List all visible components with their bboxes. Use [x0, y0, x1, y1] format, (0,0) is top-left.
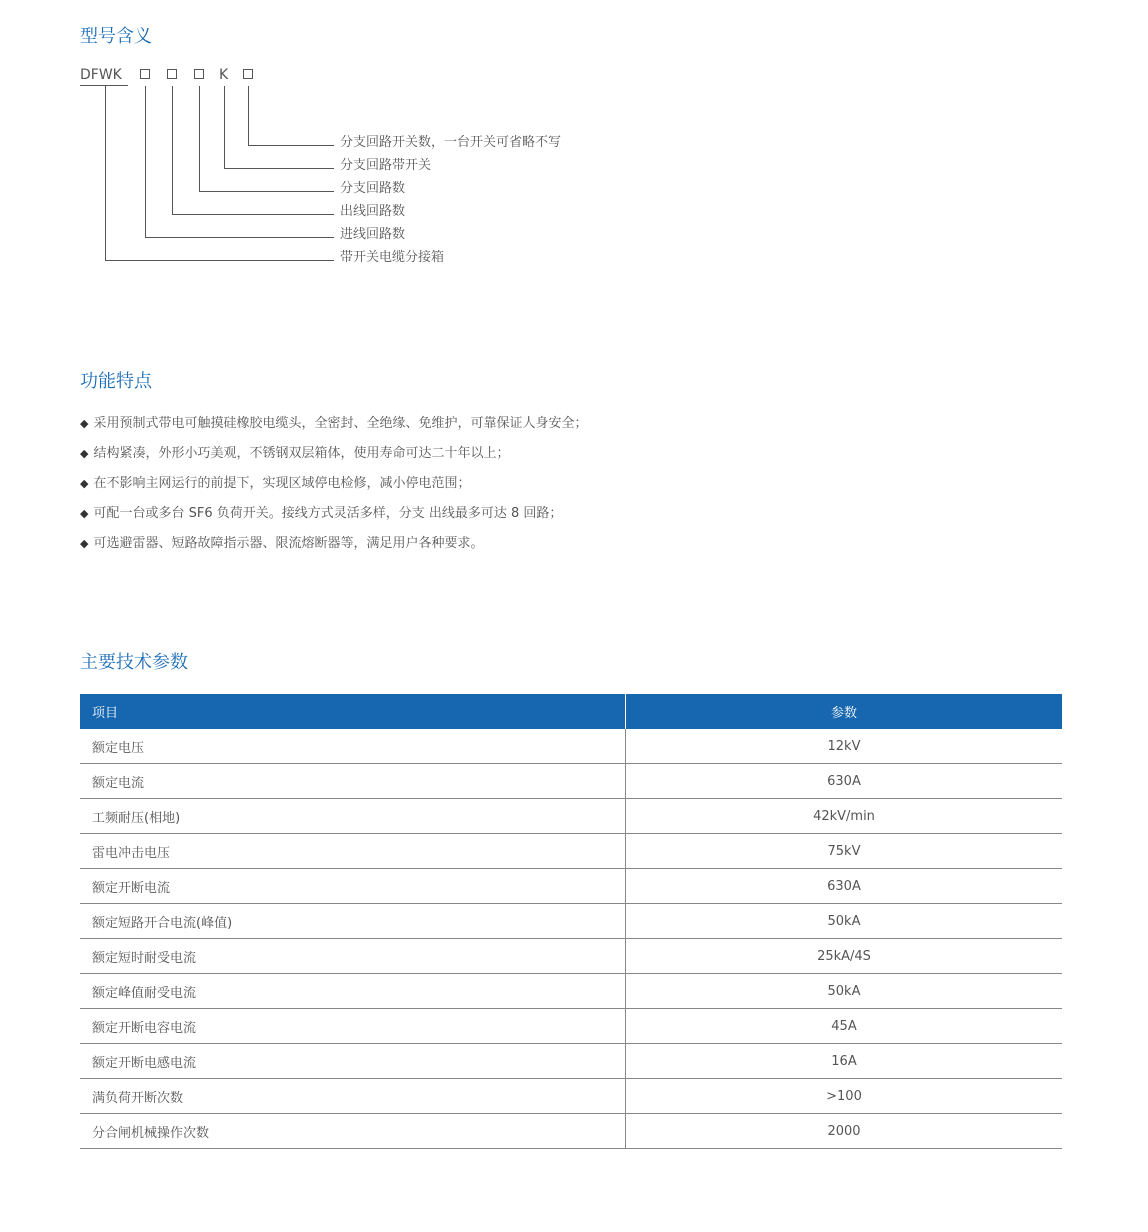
- row-value: 45A: [626, 1009, 1063, 1044]
- row-item: 额定电压: [80, 729, 626, 764]
- table-row: [80, 1009, 1062, 1044]
- leader-h-1: [248, 145, 334, 146]
- row-value: 2000: [626, 1114, 1063, 1149]
- diamond-bullet-icon: ◆: [80, 537, 89, 550]
- table-row: [80, 904, 1062, 939]
- leader-h-4: [172, 214, 334, 215]
- desc-branch-count: 分支回路数: [340, 181, 406, 196]
- code-box-branch: [194, 69, 204, 79]
- row-value: >100: [626, 1079, 1063, 1114]
- desc-outgoing-count: 出线回路数: [340, 204, 406, 219]
- model-code-diagram: [0, 0, 1148, 300]
- row-value: 42kV/min: [626, 799, 1063, 834]
- leader-h-3: [199, 191, 334, 192]
- table-row: [80, 1079, 1062, 1114]
- header-value: 参数: [626, 694, 1063, 729]
- feature-text: 可选避雷器、短路故障指示器、限流熔断器等，满足用户各种要求。: [93, 536, 484, 551]
- row-item: 雷电冲击电压: [80, 834, 626, 869]
- row-value: 630A: [626, 869, 1063, 904]
- row-item: 分合闸机械操作次数: [80, 1114, 626, 1149]
- row-value: 25kA/4S: [626, 939, 1063, 974]
- table-header-row: [80, 694, 1062, 729]
- features-title: 功能特点: [80, 371, 152, 392]
- diamond-bullet-icon: ◆: [80, 447, 89, 460]
- table-row: [80, 1044, 1062, 1079]
- code-box-incoming: [140, 69, 150, 79]
- table-row: [80, 834, 1062, 869]
- leader-h-5: [145, 237, 334, 238]
- table-row: [80, 974, 1062, 1009]
- diamond-bullet-icon: ◆: [80, 507, 89, 520]
- desc-product-name: 带开关电缆分接箱: [340, 250, 445, 265]
- desc-switch-count: 分支回路开关数，一台开关可省略不写: [340, 135, 562, 150]
- row-value: 12kV: [626, 729, 1063, 764]
- row-item: 工频耐压(相地): [80, 799, 626, 834]
- row-item: 额定短时耐受电流: [80, 939, 626, 974]
- prefix-underline: [80, 85, 128, 86]
- feature-item: [80, 499, 587, 529]
- desc-branch-switch: 分支回路带开关: [340, 158, 432, 173]
- feature-text: 可配一台或多台 SF6 负荷开关。接线方式灵活多样，分支 出线最多可达 8 回路；: [93, 506, 563, 521]
- row-item: 额定峰值耐受电流: [80, 974, 626, 1009]
- leader-outgoing: [172, 86, 173, 214]
- table-row: [80, 764, 1062, 799]
- table-row: [80, 799, 1062, 834]
- row-item: 额定短路开合电流(峰值): [80, 904, 626, 939]
- table-row: [80, 869, 1062, 904]
- leader-incoming: [145, 86, 146, 237]
- leader-h-6: [105, 260, 334, 261]
- table-row: [80, 1114, 1062, 1149]
- desc-incoming-count: 进线回路数: [340, 227, 406, 242]
- row-value: 630A: [626, 764, 1063, 799]
- model-code-prefix: DFWK: [80, 67, 122, 83]
- feature-item: [80, 439, 587, 469]
- feature-item: [80, 469, 587, 499]
- feature-text: 采用预制式带电可触摸硅橡胶电缆头，全密封、全绝缘、免维护，可靠保证人身安全；: [93, 416, 588, 431]
- feature-item: [80, 409, 587, 439]
- feature-item: [80, 529, 587, 559]
- feature-text: 在不影响主网运行的前提下，实现区域停电检修，减小停电范围；: [93, 476, 471, 491]
- features-list: [80, 409, 587, 559]
- table-row: [80, 939, 1062, 974]
- row-value: 75kV: [626, 834, 1063, 869]
- row-item: 额定开断电感电流: [80, 1044, 626, 1079]
- row-item: 额定电流: [80, 764, 626, 799]
- feature-text: 结构紧凑，外形小巧美观，不锈钢双层箱体，使用寿命可达二十年以上；: [93, 446, 510, 461]
- row-item: 满负荷开断次数: [80, 1079, 626, 1114]
- row-value: 50kA: [626, 974, 1063, 1009]
- params-table: [80, 694, 1062, 1149]
- leader-letter: [224, 86, 225, 168]
- table-row: [80, 729, 1062, 764]
- diamond-bullet-icon: ◆: [80, 417, 89, 430]
- row-item: 额定开断电容电流: [80, 1009, 626, 1044]
- params-title: 主要技术参数: [80, 652, 188, 673]
- row-item: 额定开断电流: [80, 869, 626, 904]
- leader-branch: [199, 86, 200, 191]
- leader-switch-count: [248, 86, 249, 145]
- row-value: 50kA: [626, 904, 1063, 939]
- leader-h-2: [224, 168, 334, 169]
- header-item: 项目: [80, 694, 626, 729]
- code-box-switch-count: [243, 69, 253, 79]
- model-code-letter: K: [219, 67, 229, 83]
- row-value: 16A: [626, 1044, 1063, 1079]
- model-meaning-title: 型号含义: [80, 26, 152, 47]
- code-box-outgoing: [167, 69, 177, 79]
- diamond-bullet-icon: ◆: [80, 477, 89, 490]
- leader-prefix: [105, 86, 106, 260]
